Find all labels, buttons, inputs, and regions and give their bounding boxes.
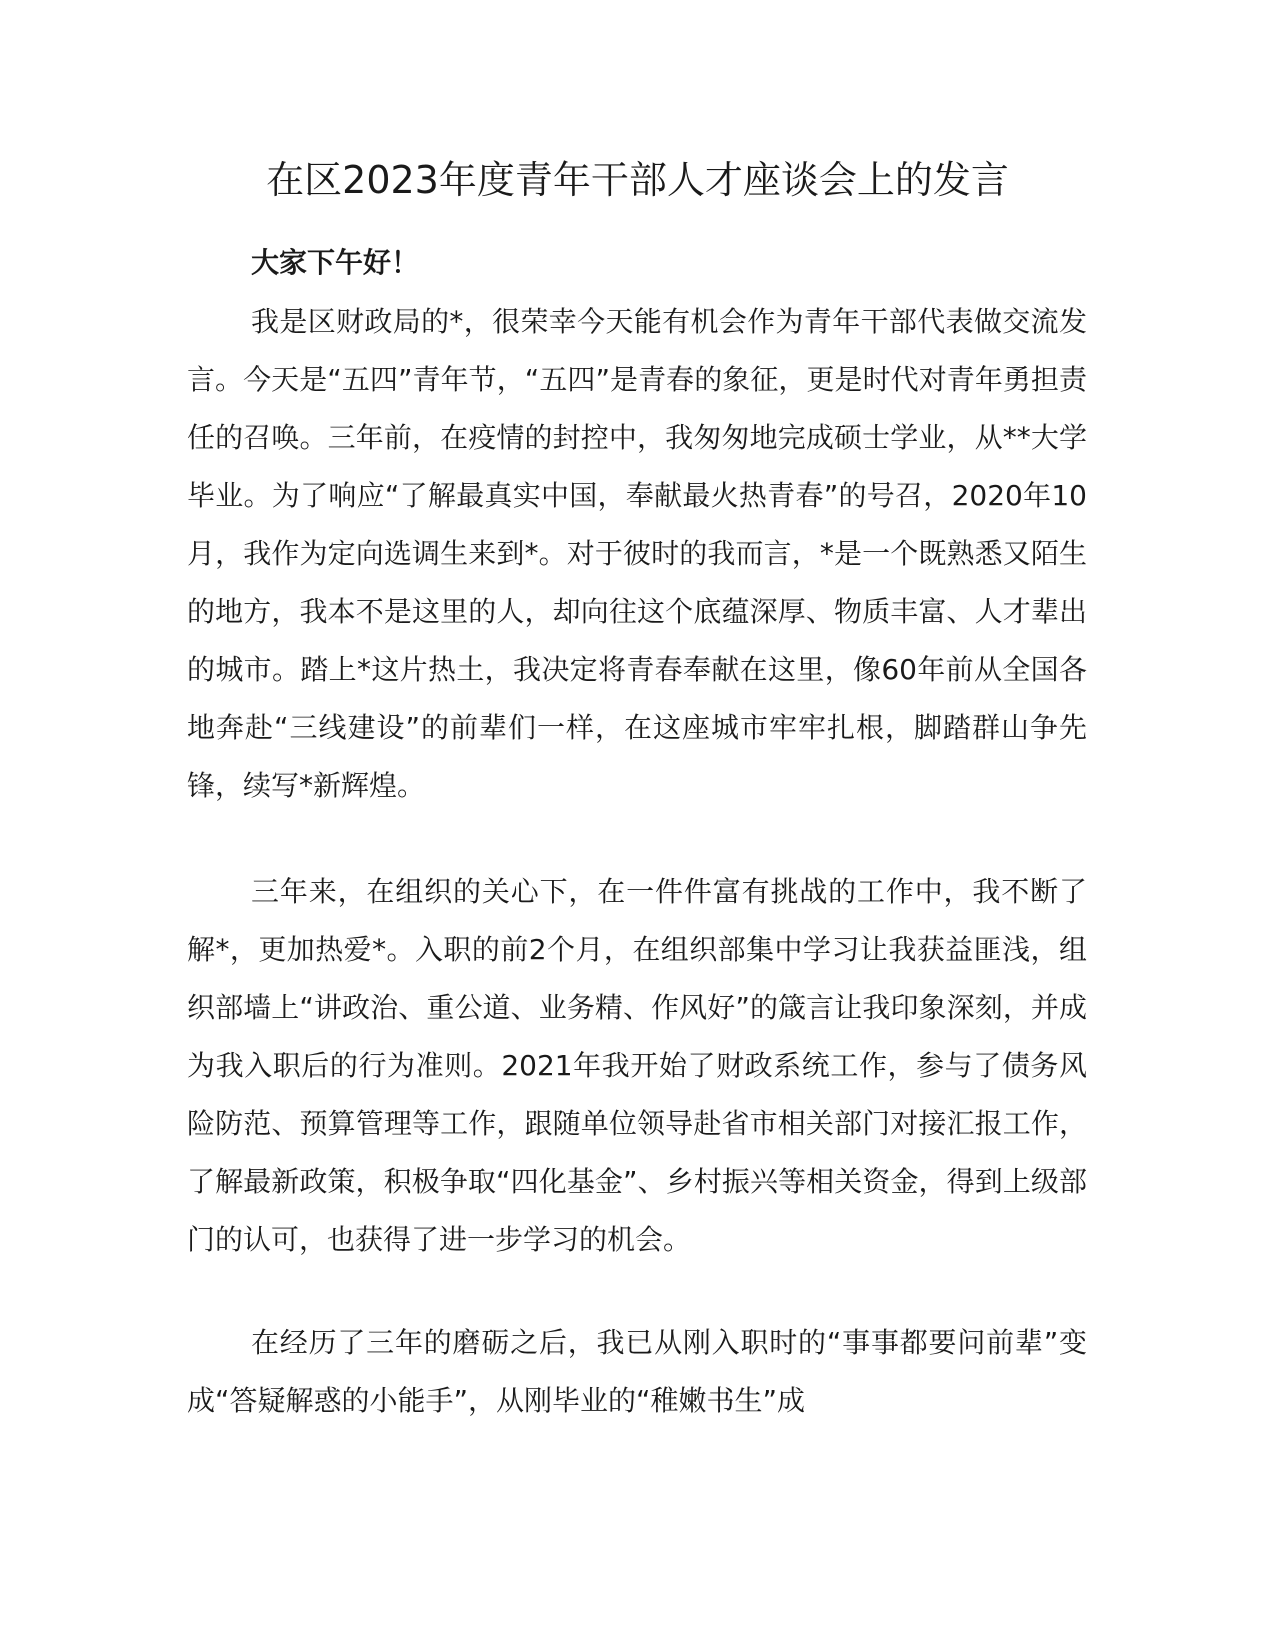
- document-title: 在区2023年度青年干部人才座谈会上的发言: [266, 158, 1009, 202]
- paragraph-3: 在经历了三年的磨砺之后，我已从刚入职时的“事事都要问前辈”变成“答疑解惑的小能手”，从刚毕业的“稚嫩书生”成: [187, 1326, 1087, 1417]
- greeting-line: 大家下午好！: [251, 246, 420, 279]
- paragraph-2: 三年来，在组织的关心下，在一件件富有挑战的工作中，我不断了解*，更加热爱*。入职的前2个月，在组织部集中学习让我获益匪浅，组织部墙上“讲政治、重公道、业务精、作风好”的箴言让我印象深刻，并成为我入职后的行为准则。2021年我开始了财政系统工作，参与了债务风险防范、预算管理等工作，跟随单位领导赴省市相关部门对接汇报工作，了解最新政策，积极争取“四化基金”、乡村振兴等相关资金，得到上级部门的认可，也获得了进一步学习的机会。: [187, 875, 1087, 1256]
- paragraph-1: 我是区财政局的*，很荣幸今天能有机会作为青年干部代表做交流发言。今天是“五四”青年节，“五四”是青春的象征，更是时代对青年勇担责任的召唤。三年前，在疫情的封控中，我匆匆地完成硕士学业，从**大学毕业。为了响应“了解最真实中国，奉献最火热青春”的号召，2020年10月，我作为定向选调生来到*。对于彼时的我而言，*是一个既熟悉又陌生的地方，我本不是这里的人，却向往这个底蕴深厚、物质丰富、人才辈出的城市。踏上*这片热土，我决定将青春奉献在这里，像60年前从全国各地奔赴“三线建设”的前辈们一样，在这座城市牢牢扎根，脚踏群山争先锋，续写*新辉煌。: [187, 305, 1087, 802]
